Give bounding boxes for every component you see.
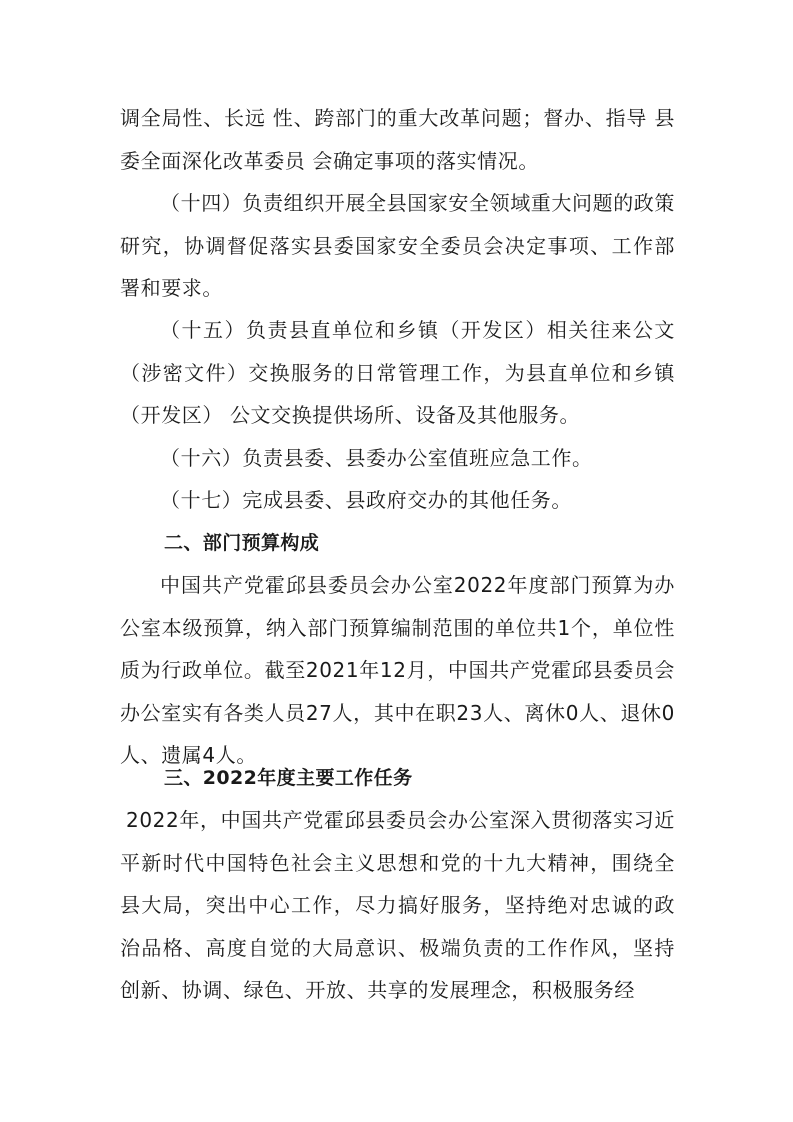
paragraph-item-16: （十六）负责县委、县委办公室值班应急工作。	[160, 446, 593, 470]
paragraph-item-15: （十五）负责县直单位和乡镇（开发区）相关往来公文（涉密文件）交换服务的日常管理工作，为县直单位和乡镇（开发区） 公文交换提供场所、设备及其他服务。	[120, 318, 675, 427]
paragraph-item-14: （十四）负责组织开展全县国家安全领域重大问题的政策研究，协调督促落实县委国家安全委员会决定事项、工作部署和要求。	[120, 191, 675, 300]
paragraph-main-tasks: 2022年，中国共产党霍邱县委员会办公室深入贯彻落实习近平新时代中国特色社会主义思想和党的十九大精神，围绕全县大局，突出中心工作，尽力搞好服务，坚持绝对忠诚的政治品格、高度自觉的大局意识、极端负责的工作作风，坚持创新、协调、绿色、开放、共享的发展理念，积极服务经	[120, 808, 675, 1002]
section-heading-budget-composition: 二、部门预算构成	[164, 532, 320, 554]
section-heading-main-tasks: 三、2022年度主要工作任务	[164, 767, 413, 789]
paragraph-budget-composition: 中国共产党霍邱县委员会办公室2022年度部门预算为办公室本级预算，纳入部门预算编制范围的单位共1个，单位性质为行政单位。截至2021年12月，中国共产党霍邱县委员会办公室实有各类人员27人，其中在职23人、离休0人、退休0人、遗属4人。	[120, 573, 675, 767]
paragraph-item-17: （十七）完成县委、县政府交办的其他任务。	[160, 488, 572, 512]
paragraph-reform-duties: 调全局性、长远 性、跨部门的重大改革问题；督办、指导 县委全面深化改革委员 会确定事项的落实情况。	[120, 106, 675, 173]
